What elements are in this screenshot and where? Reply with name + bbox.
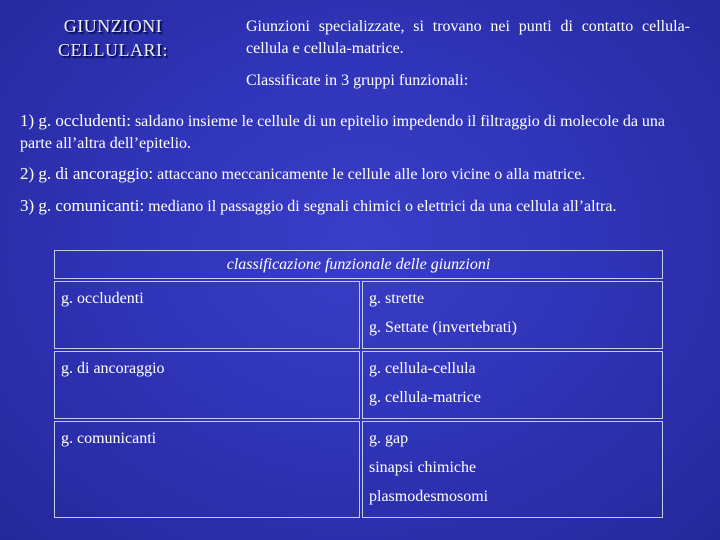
group-heading: 3) g. comunicanti: [20,196,145,215]
group-heading: 2) g. di ancoraggio: [20,164,154,183]
junction-type: g. strette [369,290,425,307]
group-comunicanti [20,195,700,218]
table-row [54,351,663,419]
table-cell-category: g. occludenti [54,281,360,349]
table-cell-types [362,281,663,349]
junction-type: plasmodesmosomi [369,488,489,505]
junction-classification-table [52,248,665,520]
table-cell-category: g. di ancoraggio [54,351,360,419]
junction-type: g. cellula-matrice [369,389,481,406]
slide-title-line-1: GIUNZIONI [63,16,163,36]
group-description: attaccano meccanicamente le cellule alle loro vicine o alla matrice. [153,166,586,183]
table-cell-types [362,351,663,419]
slide-title-line-2: CELLULARI: [58,40,168,60]
table-caption-row [54,250,663,279]
table-caption: classificazione funzionale delle giunzioni [54,250,663,279]
group-ancoraggio [20,163,700,186]
group-description: saldano insieme le cellule di un epitelio impedendo il filtraggio di molecole da una parte all’altra dell’epitelio. [20,113,666,152]
table-row [54,421,663,518]
junction-type: g. cellula-cellula [369,360,476,377]
slide-title [40,14,186,62]
classification-intro: Classificate in 3 gruppi funzionali: [246,72,469,89]
junction-type: g. gap [369,430,409,447]
table-cell-category: g. comunicanti [54,421,360,518]
junction-type: sinapsi chimiche [369,459,477,476]
table-row [54,281,663,349]
group-heading: 1) g. occludenti: [20,111,131,130]
table-cell-types [362,421,663,518]
intro-text: Giunzioni specializzate, si trovano nei punti di contatto cellula-cellula e cellula-matrice. [246,18,690,57]
group-occludenti [20,110,700,155]
junction-type: g. Settate (invertebrati) [369,319,517,336]
group-description: mediano il passaggio di segnali chimici o elettrici da una cellula all’altra. [144,198,617,215]
